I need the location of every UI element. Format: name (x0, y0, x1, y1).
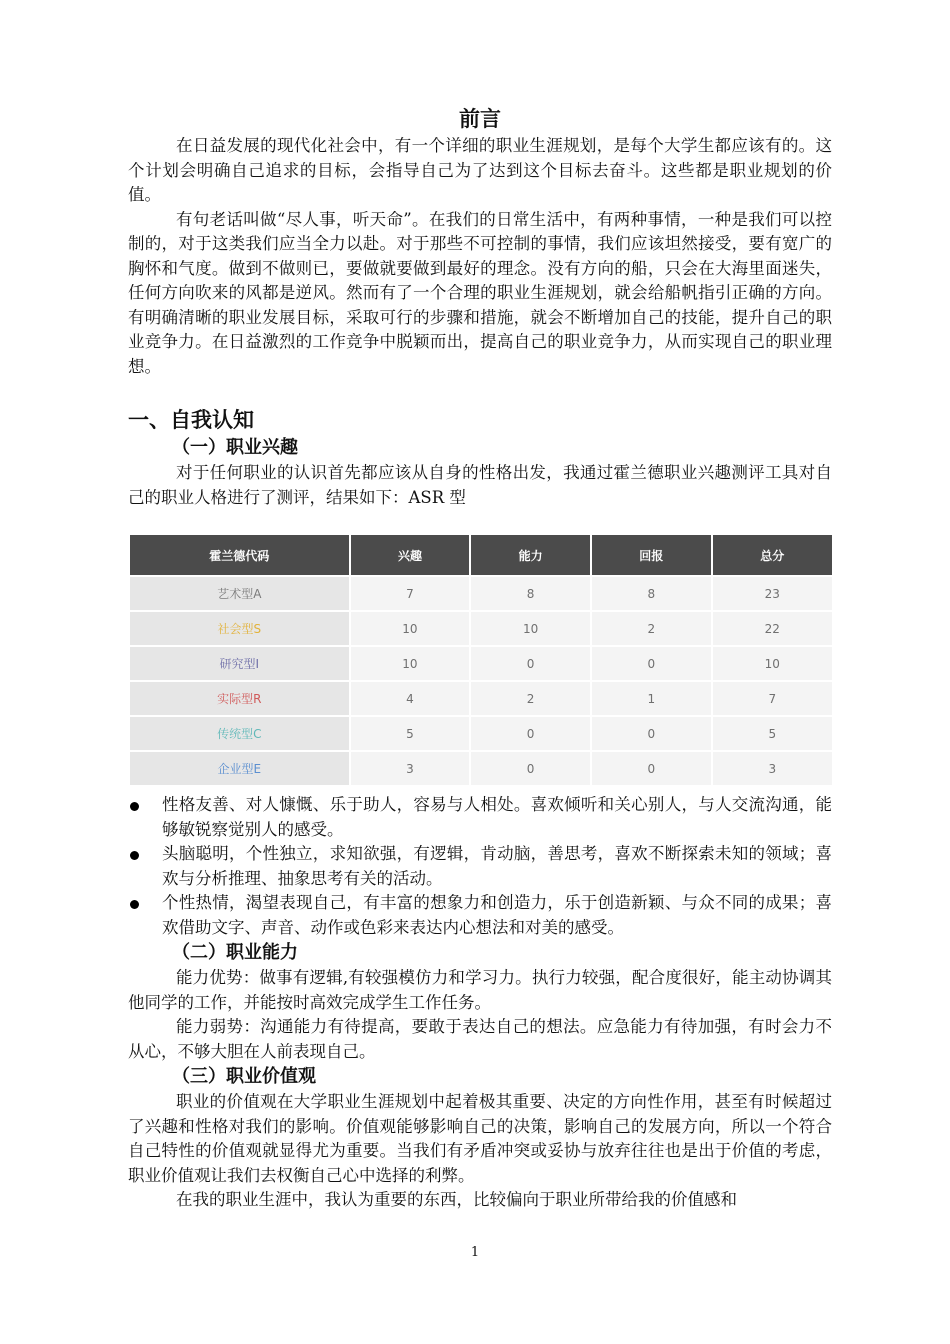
values-paragraph-2: 在我的职业生涯中，我认为重要的东西，比较偏向于职业所带给我的价值感和 (176, 1190, 737, 1209)
cell-ability: 0 (471, 647, 590, 680)
cell-ability: 0 (471, 752, 590, 785)
cell-total: 23 (713, 577, 832, 610)
interest-intro-paragraph: 对于任何职业的认识首先都应该从自身的性格出发，我通过霍兰德职业兴趣测评工具对自己的职业人格进行了测评，结果如下：ASR 型 (128, 463, 832, 507)
values-paragraph-1: 职业的价值观在大学职业生涯规划中起着极其重要、决定的方向性作用，甚至有时候超过了兴趣和性格对我们的影响。价值观能够影响自己的决策，影响自己的发展方向，所以一个符合自己特性的价值观就显得尤为重要。当我们有矛盾冲突或妥协与放弃往往也是出于价值的考虑，职业价值观让我们去权衡自己心中选择的利弊。 (128, 1092, 832, 1185)
cell-holland-code: 传统型C (130, 717, 349, 750)
bullet-dot-icon (130, 900, 139, 909)
cell-total: 10 (713, 647, 832, 680)
bullet-dot-icon (130, 851, 139, 860)
cell-interest: 5 (351, 717, 470, 750)
cell-interest: 10 (351, 647, 470, 680)
cell-ability: 8 (471, 577, 590, 610)
table-body (130, 577, 832, 785)
holland-table-image (128, 533, 834, 787)
page-number: 1 (470, 1245, 480, 1260)
preface-title: 前言 (459, 106, 501, 131)
bullet-text: 头脑聪明，个性独立，求知欲强，有逻辑，肯动脑，善思考，喜欢不断探索未知的领域；喜欢与分析推理、抽象思考有关的活动。 (162, 844, 832, 888)
cell-interest: 3 (351, 752, 470, 785)
bullet-dot-icon (130, 802, 139, 811)
table-row (130, 647, 832, 680)
preface-paragraph-1: 在日益发展的现代化社会中，有一个详细的职业生涯规划，是每个大学生都应该有的。这个计划会明确自己追求的目标，会指导自己为了达到这个目标去奋斗。这些都是职业规划的价值。 (128, 136, 832, 204)
holland-code-table (128, 533, 834, 787)
cell-holland-code: 企业型E (130, 752, 349, 785)
cell-ability: 0 (471, 717, 590, 750)
preface-paragraph-2: 有句老话叫做“尽人事，听天命”。在我们的日常生活中，有两种事情，一种是我们可以控制的，对于这类我们应当全力以赴。对于那些不可控制的事情，我们应该坦然接受，要有宽广的胸怀和气度。做到不做则已，要做就要做到最好的理念。没有方向的船，只会在大海里面迷失，任何方向吹来的风都是逆风。然而有了一个合理的职业生涯规划，就会给船帆指引正确的方向。有明确清晰的职业发展目标，采取可行的步骤和措施，就会不断增加自己的技能，提升自己的职业竞争力。在日益激烈的工作竞争中脱颖而出，提高自己的职业竞争力，从而实现自己的职业理想。 (128, 209, 832, 376)
bullet-text: 个性热情，渴望表现自己，有丰富的想象力和创造力，乐于创造新颖、与众不同的成果；喜欢借助文字、声音、动作或色彩来表达内心想法和对美的感受。 (162, 893, 832, 937)
cell-ability: 2 (471, 682, 590, 715)
cell-holland-code: 艺术型A (130, 577, 349, 610)
section-heading-self-awareness: 一、自我认知 (128, 407, 254, 432)
header-holland-code: 霍兰德代码 (130, 535, 349, 575)
header-reward: 回报 (592, 535, 711, 575)
cell-interest: 4 (351, 682, 470, 715)
cell-reward: 0 (592, 647, 711, 680)
table-row (130, 717, 832, 750)
cell-holland-code: 实际型R (130, 682, 349, 715)
cell-interest: 7 (351, 577, 470, 610)
table-row (130, 752, 832, 785)
cell-reward: 8 (592, 577, 711, 610)
list-item (128, 891, 832, 940)
personality-bullet-list (128, 793, 832, 940)
header-interest: 兴趣 (351, 535, 470, 575)
ability-strength-paragraph: 能力优势：做事有逻辑,有较强模仿力和学习力。执行力较强，配合度很好，能主动协调其他同学的工作，并能按时高效完成学生工作任务。 (128, 968, 832, 1012)
table-row (130, 682, 832, 715)
subsection-heading-ability: （二）职业能力 (172, 942, 298, 963)
cell-holland-code: 社会型S (130, 612, 349, 645)
table-row (130, 577, 832, 610)
cell-total: 22 (713, 612, 832, 645)
ability-weakness-paragraph: 能力弱势：沟通能力有待提高，要敢于表达自己的想法。应急能力有待加强，有时会力不从心，不够大胆在人前表现自己。 (128, 1017, 832, 1061)
cell-reward: 0 (592, 752, 711, 785)
cell-reward: 0 (592, 717, 711, 750)
bullet-text: 性格友善、对人慷慨、乐于助人，容易与人相处。喜欢倾听和关心别人，与人交流沟通，能够敏锐察觉别人的感受。 (162, 795, 832, 839)
page-content (128, 104, 832, 1213)
cell-total: 7 (713, 682, 832, 715)
list-item (128, 842, 832, 891)
cell-total: 5 (713, 717, 832, 750)
list-item (128, 793, 832, 842)
cell-total: 3 (713, 752, 832, 785)
table-row (130, 612, 832, 645)
cell-interest: 10 (351, 612, 470, 645)
header-total: 总分 (713, 535, 832, 575)
cell-reward: 2 (592, 612, 711, 645)
cell-reward: 1 (592, 682, 711, 715)
cell-holland-code: 研究型I (130, 647, 349, 680)
cell-ability: 10 (471, 612, 590, 645)
subsection-heading-interest: （一）职业兴趣 (172, 437, 298, 458)
subsection-heading-values: （三）职业价值观 (172, 1066, 316, 1087)
table-header-row (130, 535, 832, 575)
header-ability: 能力 (471, 535, 590, 575)
